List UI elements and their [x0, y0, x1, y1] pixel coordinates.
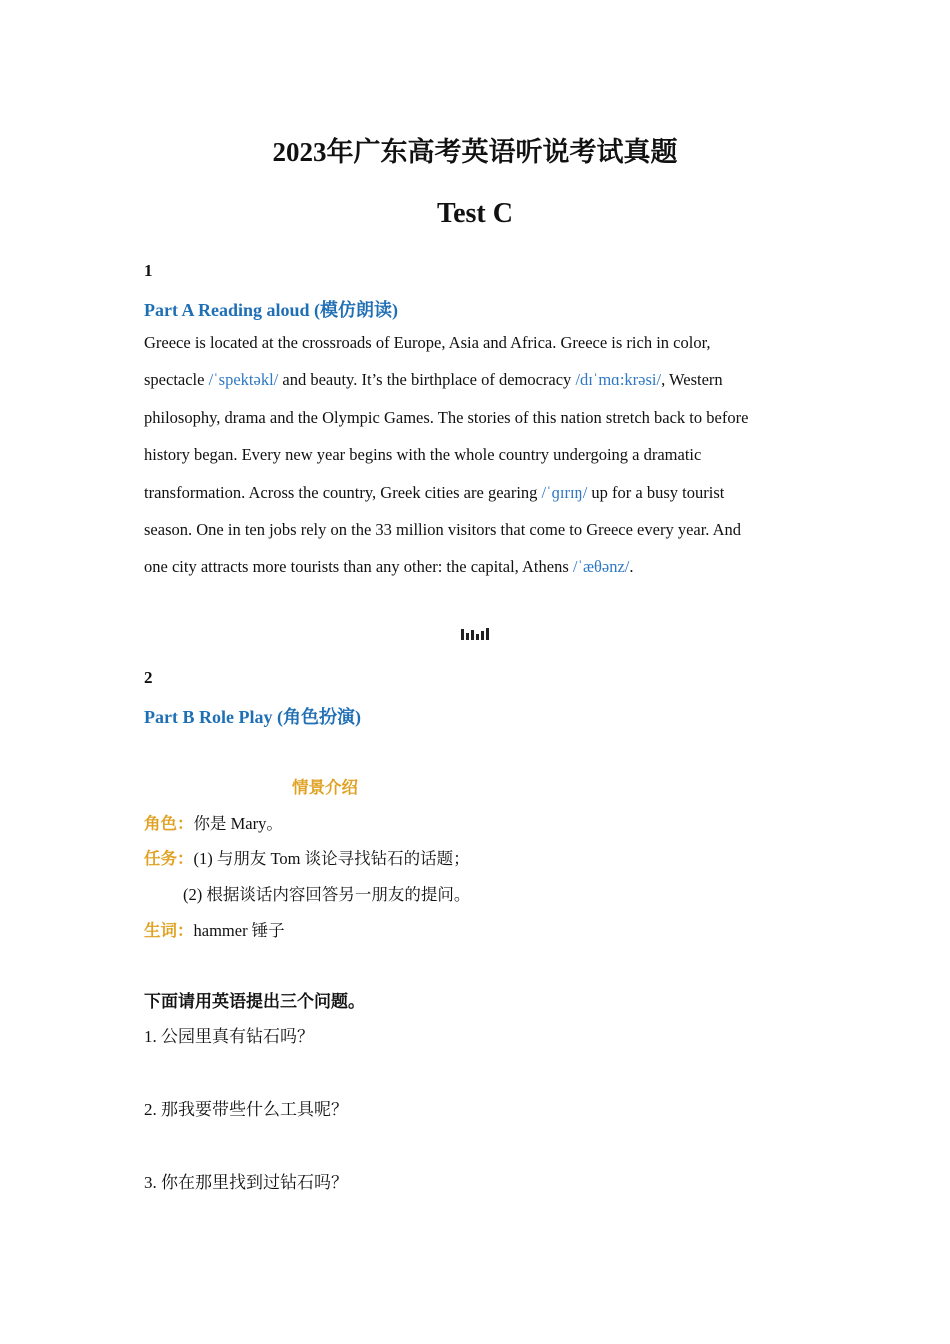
- section-1-heading: Part A Reading aloud (模仿朗读): [144, 300, 399, 320]
- ipa-athens: /ˈæθənz/: [572, 557, 630, 577]
- task-label: 任务：: [144, 849, 194, 868]
- role-label: 角色：: [144, 814, 194, 833]
- passage-line: spectacle /ˈspektəkl/ and beauty. It’s the birthplace of democracy /dɪˈmɑ:krəsi/, Western: [144, 370, 723, 390]
- question-item: 3. 你在那里找到过钻石吗？: [144, 1173, 348, 1192]
- audio-icon[interactable]: [461, 628, 489, 640]
- section-1-number: 1: [144, 261, 153, 280]
- vocab-label: 生词：: [144, 921, 194, 940]
- page-title: 2023年广东高考英语听说考试真题: [272, 137, 678, 167]
- section-2-number: 2: [144, 668, 153, 687]
- ipa-gearing: /ˈɡɪrɪŋ/: [541, 482, 588, 502]
- ipa-spectacle: /ˈspektəkl/: [208, 370, 279, 390]
- passage-line: season. One in ten jobs rely on the 33 million visitors that come to Greece every year. And: [144, 519, 742, 539]
- passage-line: philosophy, drama and the Olympic Games. The stories of this nation stretch back to before: [144, 407, 749, 427]
- task-row-2: (2) 根据谈话内容回答另一朋友的提问。: [183, 885, 471, 904]
- section-2-heading: Part B Role Play (角色扮演): [144, 707, 361, 727]
- role-row: 角色：你是 Mary。: [144, 814, 283, 833]
- passage-line: Greece is located at the crossroads of Europe, Asia and Africa. Greece is rich in color,: [144, 333, 711, 352]
- passage-line: one city attracts more tourists than any other: the capital, Athens /ˈæθənz/.: [144, 557, 634, 577]
- scenario-title: 情景介绍: [292, 778, 358, 797]
- test-label: Test C: [437, 198, 513, 229]
- passage-line: transformation. Across the country, Greek cities are gearing /ˈɡɪrɪŋ/ up for a busy tourist: [144, 482, 725, 502]
- vocab-row: 生词：hammer 锤子: [144, 921, 285, 940]
- task-row: 任务：(1) 与朋友 Tom 谈论寻找钻石的话题；: [144, 849, 470, 868]
- question-item: 2. 那我要带些什么工具呢？: [144, 1100, 348, 1119]
- passage-line: history began. Every new year begins with the whole country undergoing a dramatic: [144, 445, 702, 465]
- reading-passage: [144, 324, 804, 586]
- ipa-democracy: /dɪˈmɑ:krəsi/: [575, 370, 662, 390]
- question-item: 1. 公园里真有钻石吗？: [144, 1027, 314, 1046]
- questions-heading: 下面请用英语提出三个问题。: [144, 992, 365, 1012]
